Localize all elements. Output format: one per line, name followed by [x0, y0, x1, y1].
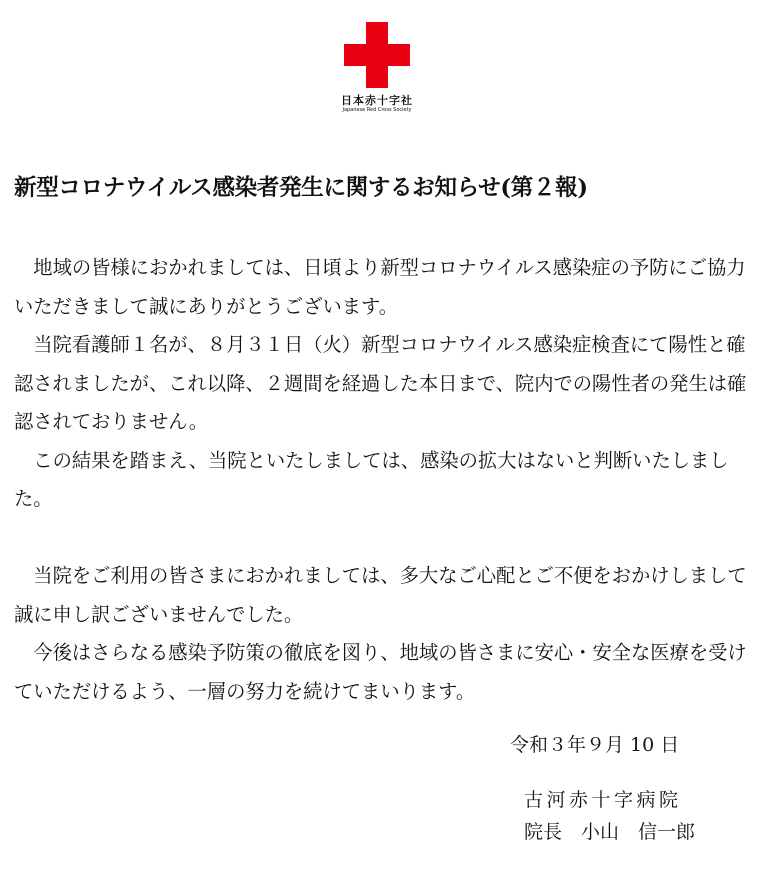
hospital-name: 古河赤十字病院: [524, 789, 682, 811]
paragraph-gap: [14, 519, 754, 558]
paragraph: 当院をご利用の皆さまにおかれましては、多大なご心配とご不便をおかけしまして誠に申し訳ございませんでした。: [14, 564, 747, 626]
paragraph: この結果を踏まえ、当院といたしましては、感染の拡大はないと判断いたしました。: [14, 448, 729, 510]
red-cross-icon: [344, 22, 410, 88]
paragraph: 今後はさらなる感染予防策の徹底を図り、地域の皆さまに安心・安全な医療を受けていただけるよう、一層の努力を続けてまいります。: [14, 641, 747, 703]
paragraph: 地域の皆様におかれましては、日頃より新型コロナウイルス感染症の予防にご協力いただきまして誠にありがとうございます。: [14, 256, 746, 318]
director-name: 院長 小山 信一郎: [524, 821, 696, 843]
paragraph: 当院看護師１名が、８月３１日（火）新型コロナウイルス感染症検査にて陽性と確認されましたが、これ以降、２週間を経過した本日まで、院内での陽性者の発生は確認されておりません。: [14, 333, 747, 433]
notice-date: 令和３年９月 10 日: [510, 734, 680, 756]
org-name-jp: 日本赤十字社: [341, 94, 413, 107]
notice-title: 新型コロナウイルス感染者発生に関するお知らせ(第２報): [14, 175, 588, 201]
notice-body: [14, 249, 754, 711]
red-cross-logo: [332, 22, 422, 114]
org-name-en: Japanese Red Cross Society: [342, 107, 412, 113]
